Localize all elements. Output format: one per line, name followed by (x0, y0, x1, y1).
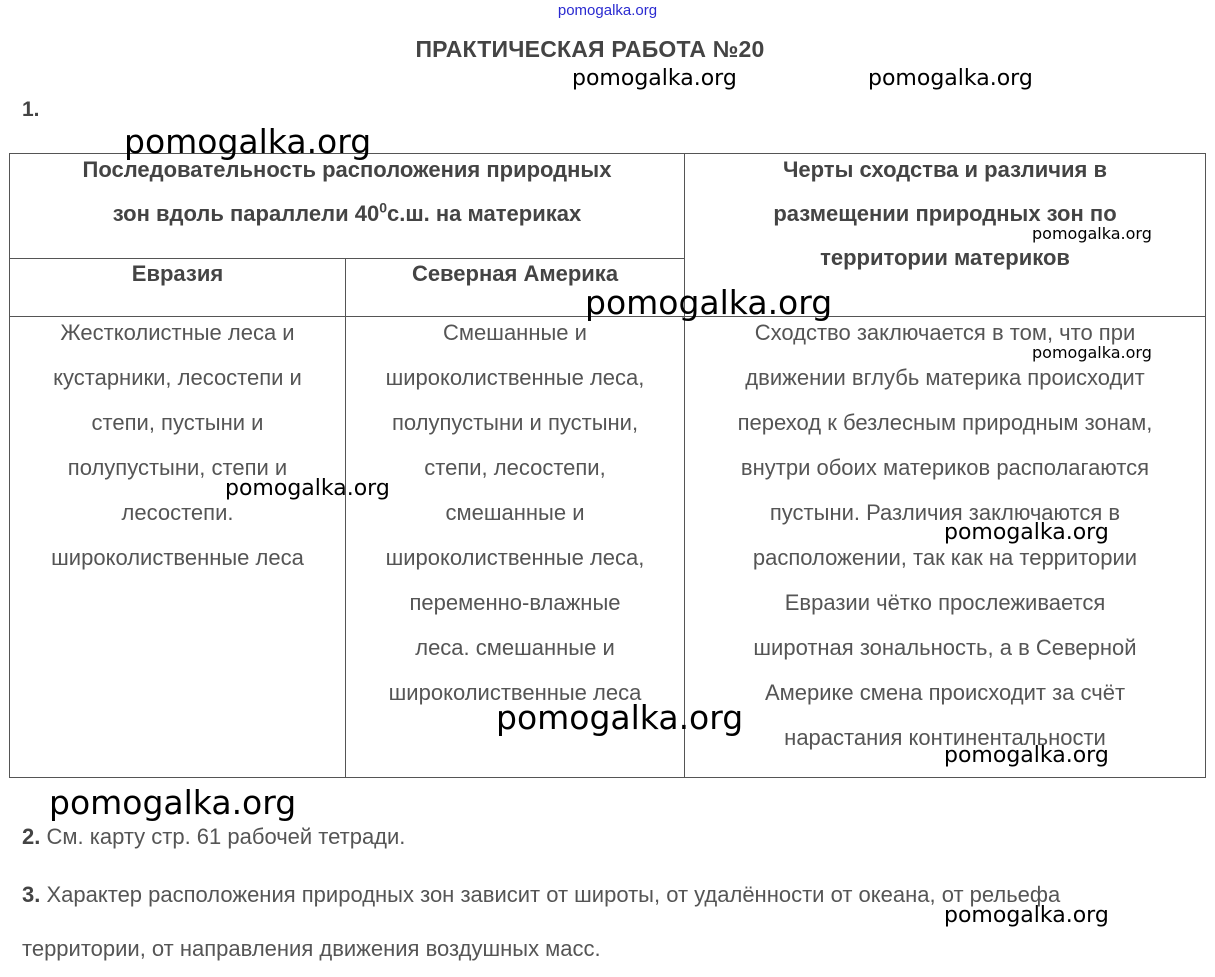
task-2 (22, 824, 405, 850)
north-america-line: леса. смешанные и (415, 635, 615, 660)
header-sequence-line2: зон вдоль параллели $40^0с.ш$. на материках (112, 199, 582, 226)
watermark: pomogalka.org (944, 743, 1109, 768)
watermark: pomogalka.org (572, 66, 737, 91)
watermark: pomogalka.org (496, 698, 744, 737)
north-america-line: Смешанные и (443, 320, 587, 345)
header-features (685, 148, 1205, 280)
features-line: Евразии чётко прослеживается (784, 590, 1106, 615)
features-line: широтная зональность, а в Северной (753, 635, 1137, 660)
north-america-line: переменно-влажные (409, 590, 621, 615)
north-america-line: широколиственные леса (388, 680, 642, 705)
watermark: pomogalka.org (124, 122, 372, 161)
eurasia-line: широколиственные леса (51, 545, 304, 570)
watermark: pomogalka.org (1032, 343, 1152, 362)
column-eurasia-header: Евразия (131, 261, 224, 286)
header-sequence (10, 148, 684, 236)
north-america-line: степи, лесостепи, (424, 455, 606, 480)
task-3-number: 3. (22, 882, 41, 907)
eurasia-cell (10, 310, 345, 580)
north-america-line: широколиственные леса, (385, 545, 645, 570)
features-line: расположении, так как на территории (752, 545, 1138, 570)
eurasia-line: Жестколистные леса и (60, 320, 295, 345)
features-line: Сходство заключается в том, что при (754, 320, 1136, 345)
features-line: переход к безлесным природным зонам, (737, 410, 1153, 435)
header-features-line3: территории материков (820, 245, 1070, 270)
watermark: pomogalka.org (49, 783, 297, 822)
features-line: пустыни. Различия заключаются в (769, 500, 1121, 525)
watermark: pomogalka.org (944, 520, 1109, 545)
north-america-line: полупустыни и пустыни, (391, 410, 639, 435)
site-link[interactable]: pomogalka.org (557, 2, 658, 19)
page-title: ПРАКТИЧЕСКАЯ РАБОТА №20 (415, 36, 765, 62)
task-1-number: 1. (22, 98, 40, 121)
eurasia-line: степи, пустыни и (91, 410, 264, 435)
watermark: pomogalka.org (585, 283, 833, 322)
features-line: движении вглубь материка происходит (745, 365, 1145, 390)
header-sequence-line1: Последовательность расположения природных (82, 157, 612, 182)
features-line: Америке смена происходит за счёт (764, 680, 1126, 705)
task-2-text: См. карту стр. 61 рабочей тетради. (46, 824, 406, 849)
features-line: внутри обоих материков располагаются (740, 455, 1150, 480)
eurasia-line: лесостепи. (121, 500, 234, 525)
watermark: pomogalka.org (944, 903, 1109, 928)
header-features-line1: Черты сходства и различия в (782, 157, 1108, 182)
north-america-line: смешанные и (445, 500, 585, 525)
north-america-line: широколиственные леса, (385, 365, 645, 390)
eurasia-line: кустарники, лесостепи и (53, 365, 302, 390)
eurasia-line: полупустыни, степи и (67, 455, 288, 480)
task-3-text: Характер расположения природных зон зависит от широты, от удалённости от океана, от рельефа территории, от направления движения воздушных масс. (22, 882, 1061, 961)
task-2-number: 2. (22, 824, 41, 849)
watermark: pomogalka.org (868, 66, 1033, 91)
column-north-america-header: Северная Америка (411, 261, 619, 286)
watermark: pomogalka.org (225, 476, 390, 501)
north-america-cell (346, 310, 684, 715)
watermark: pomogalka.org (1032, 224, 1152, 243)
features-line: нарастания континентальности (784, 725, 1106, 750)
header-features-line2: размещении природных зон по (773, 201, 1117, 226)
